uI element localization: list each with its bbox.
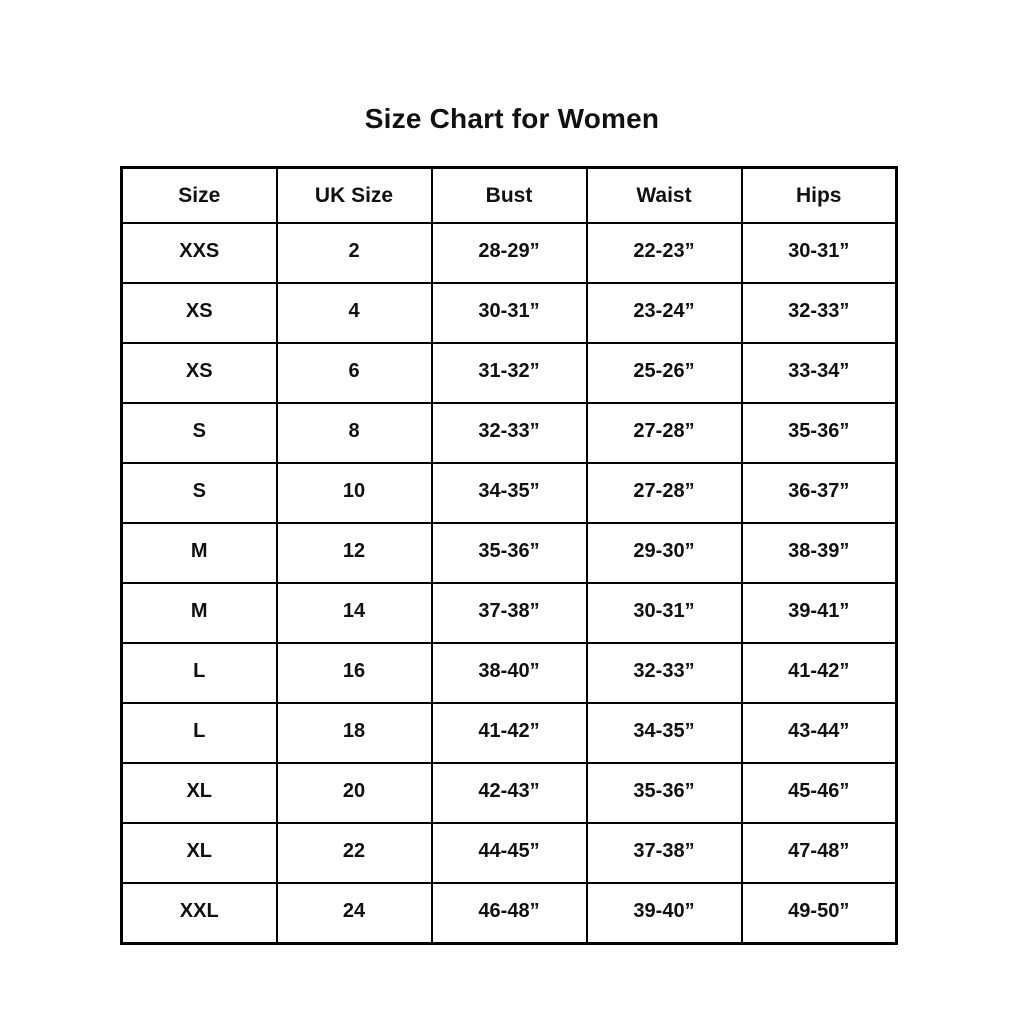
cell-hips: 30-31”	[742, 223, 897, 283]
table-row	[122, 283, 897, 343]
cell-uk-size: 8	[277, 403, 432, 463]
table-row	[122, 343, 897, 403]
cell-uk-size: 10	[277, 463, 432, 523]
cell-uk-size: 12	[277, 523, 432, 583]
table-row	[122, 523, 897, 583]
cell-waist: 37-38”	[587, 823, 742, 883]
cell-bust: 42-43”	[432, 763, 587, 823]
cell-uk-size: 22	[277, 823, 432, 883]
cell-size: S	[122, 403, 277, 463]
table-row	[122, 403, 897, 463]
cell-size: L	[122, 643, 277, 703]
cell-waist: 39-40”	[587, 883, 742, 944]
cell-uk-size: 18	[277, 703, 432, 763]
cell-waist: 22-23”	[587, 223, 742, 283]
cell-hips: 33-34”	[742, 343, 897, 403]
table-row	[122, 583, 897, 643]
size-chart-table	[120, 166, 898, 945]
cell-hips: 32-33”	[742, 283, 897, 343]
cell-hips: 36-37”	[742, 463, 897, 523]
cell-bust: 30-31”	[432, 283, 587, 343]
table-row	[122, 823, 897, 883]
cell-bust: 37-38”	[432, 583, 587, 643]
cell-hips: 39-41”	[742, 583, 897, 643]
cell-waist: 32-33”	[587, 643, 742, 703]
table-row	[122, 883, 897, 944]
table-header	[122, 168, 897, 224]
cell-waist: 27-28”	[587, 403, 742, 463]
cell-bust: 32-33”	[432, 403, 587, 463]
cell-bust: 44-45”	[432, 823, 587, 883]
size-chart-container	[120, 166, 898, 945]
table-row	[122, 223, 897, 283]
column-header-hips: Hips	[742, 168, 897, 224]
cell-uk-size: 6	[277, 343, 432, 403]
cell-size: L	[122, 703, 277, 763]
cell-waist: 30-31”	[587, 583, 742, 643]
cell-uk-size: 20	[277, 763, 432, 823]
cell-hips: 35-36”	[742, 403, 897, 463]
cell-waist: 29-30”	[587, 523, 742, 583]
table-row	[122, 463, 897, 523]
cell-bust: 41-42”	[432, 703, 587, 763]
cell-waist: 25-26”	[587, 343, 742, 403]
column-header-size: Size	[122, 168, 277, 224]
cell-uk-size: 14	[277, 583, 432, 643]
cell-waist: 23-24”	[587, 283, 742, 343]
cell-size: S	[122, 463, 277, 523]
cell-hips: 43-44”	[742, 703, 897, 763]
cell-size: M	[122, 583, 277, 643]
cell-waist: 27-28”	[587, 463, 742, 523]
column-header-uk-size: UK Size	[277, 168, 432, 224]
table-body	[122, 223, 897, 944]
cell-waist: 35-36”	[587, 763, 742, 823]
cell-uk-size: 24	[277, 883, 432, 944]
cell-bust: 46-48”	[432, 883, 587, 944]
cell-uk-size: 4	[277, 283, 432, 343]
cell-bust: 34-35”	[432, 463, 587, 523]
cell-hips: 47-48”	[742, 823, 897, 883]
cell-size: XL	[122, 763, 277, 823]
cell-hips: 49-50”	[742, 883, 897, 944]
table-row	[122, 763, 897, 823]
cell-bust: 31-32”	[432, 343, 587, 403]
table-row	[122, 703, 897, 763]
cell-uk-size: 16	[277, 643, 432, 703]
cell-bust: 35-36”	[432, 523, 587, 583]
cell-waist: 34-35”	[587, 703, 742, 763]
cell-size: XL	[122, 823, 277, 883]
header-row	[122, 168, 897, 224]
cell-bust: 38-40”	[432, 643, 587, 703]
cell-size: XXL	[122, 883, 277, 944]
table-row	[122, 643, 897, 703]
cell-hips: 38-39”	[742, 523, 897, 583]
column-header-bust: Bust	[432, 168, 587, 224]
cell-size: XS	[122, 283, 277, 343]
cell-size: M	[122, 523, 277, 583]
cell-uk-size: 2	[277, 223, 432, 283]
cell-size: XS	[122, 343, 277, 403]
column-header-waist: Waist	[587, 168, 742, 224]
page-title: Size Chart for Women	[364, 103, 660, 134]
cell-size: XXS	[122, 223, 277, 283]
cell-hips: 45-46”	[742, 763, 897, 823]
cell-bust: 28-29”	[432, 223, 587, 283]
cell-hips: 41-42”	[742, 643, 897, 703]
